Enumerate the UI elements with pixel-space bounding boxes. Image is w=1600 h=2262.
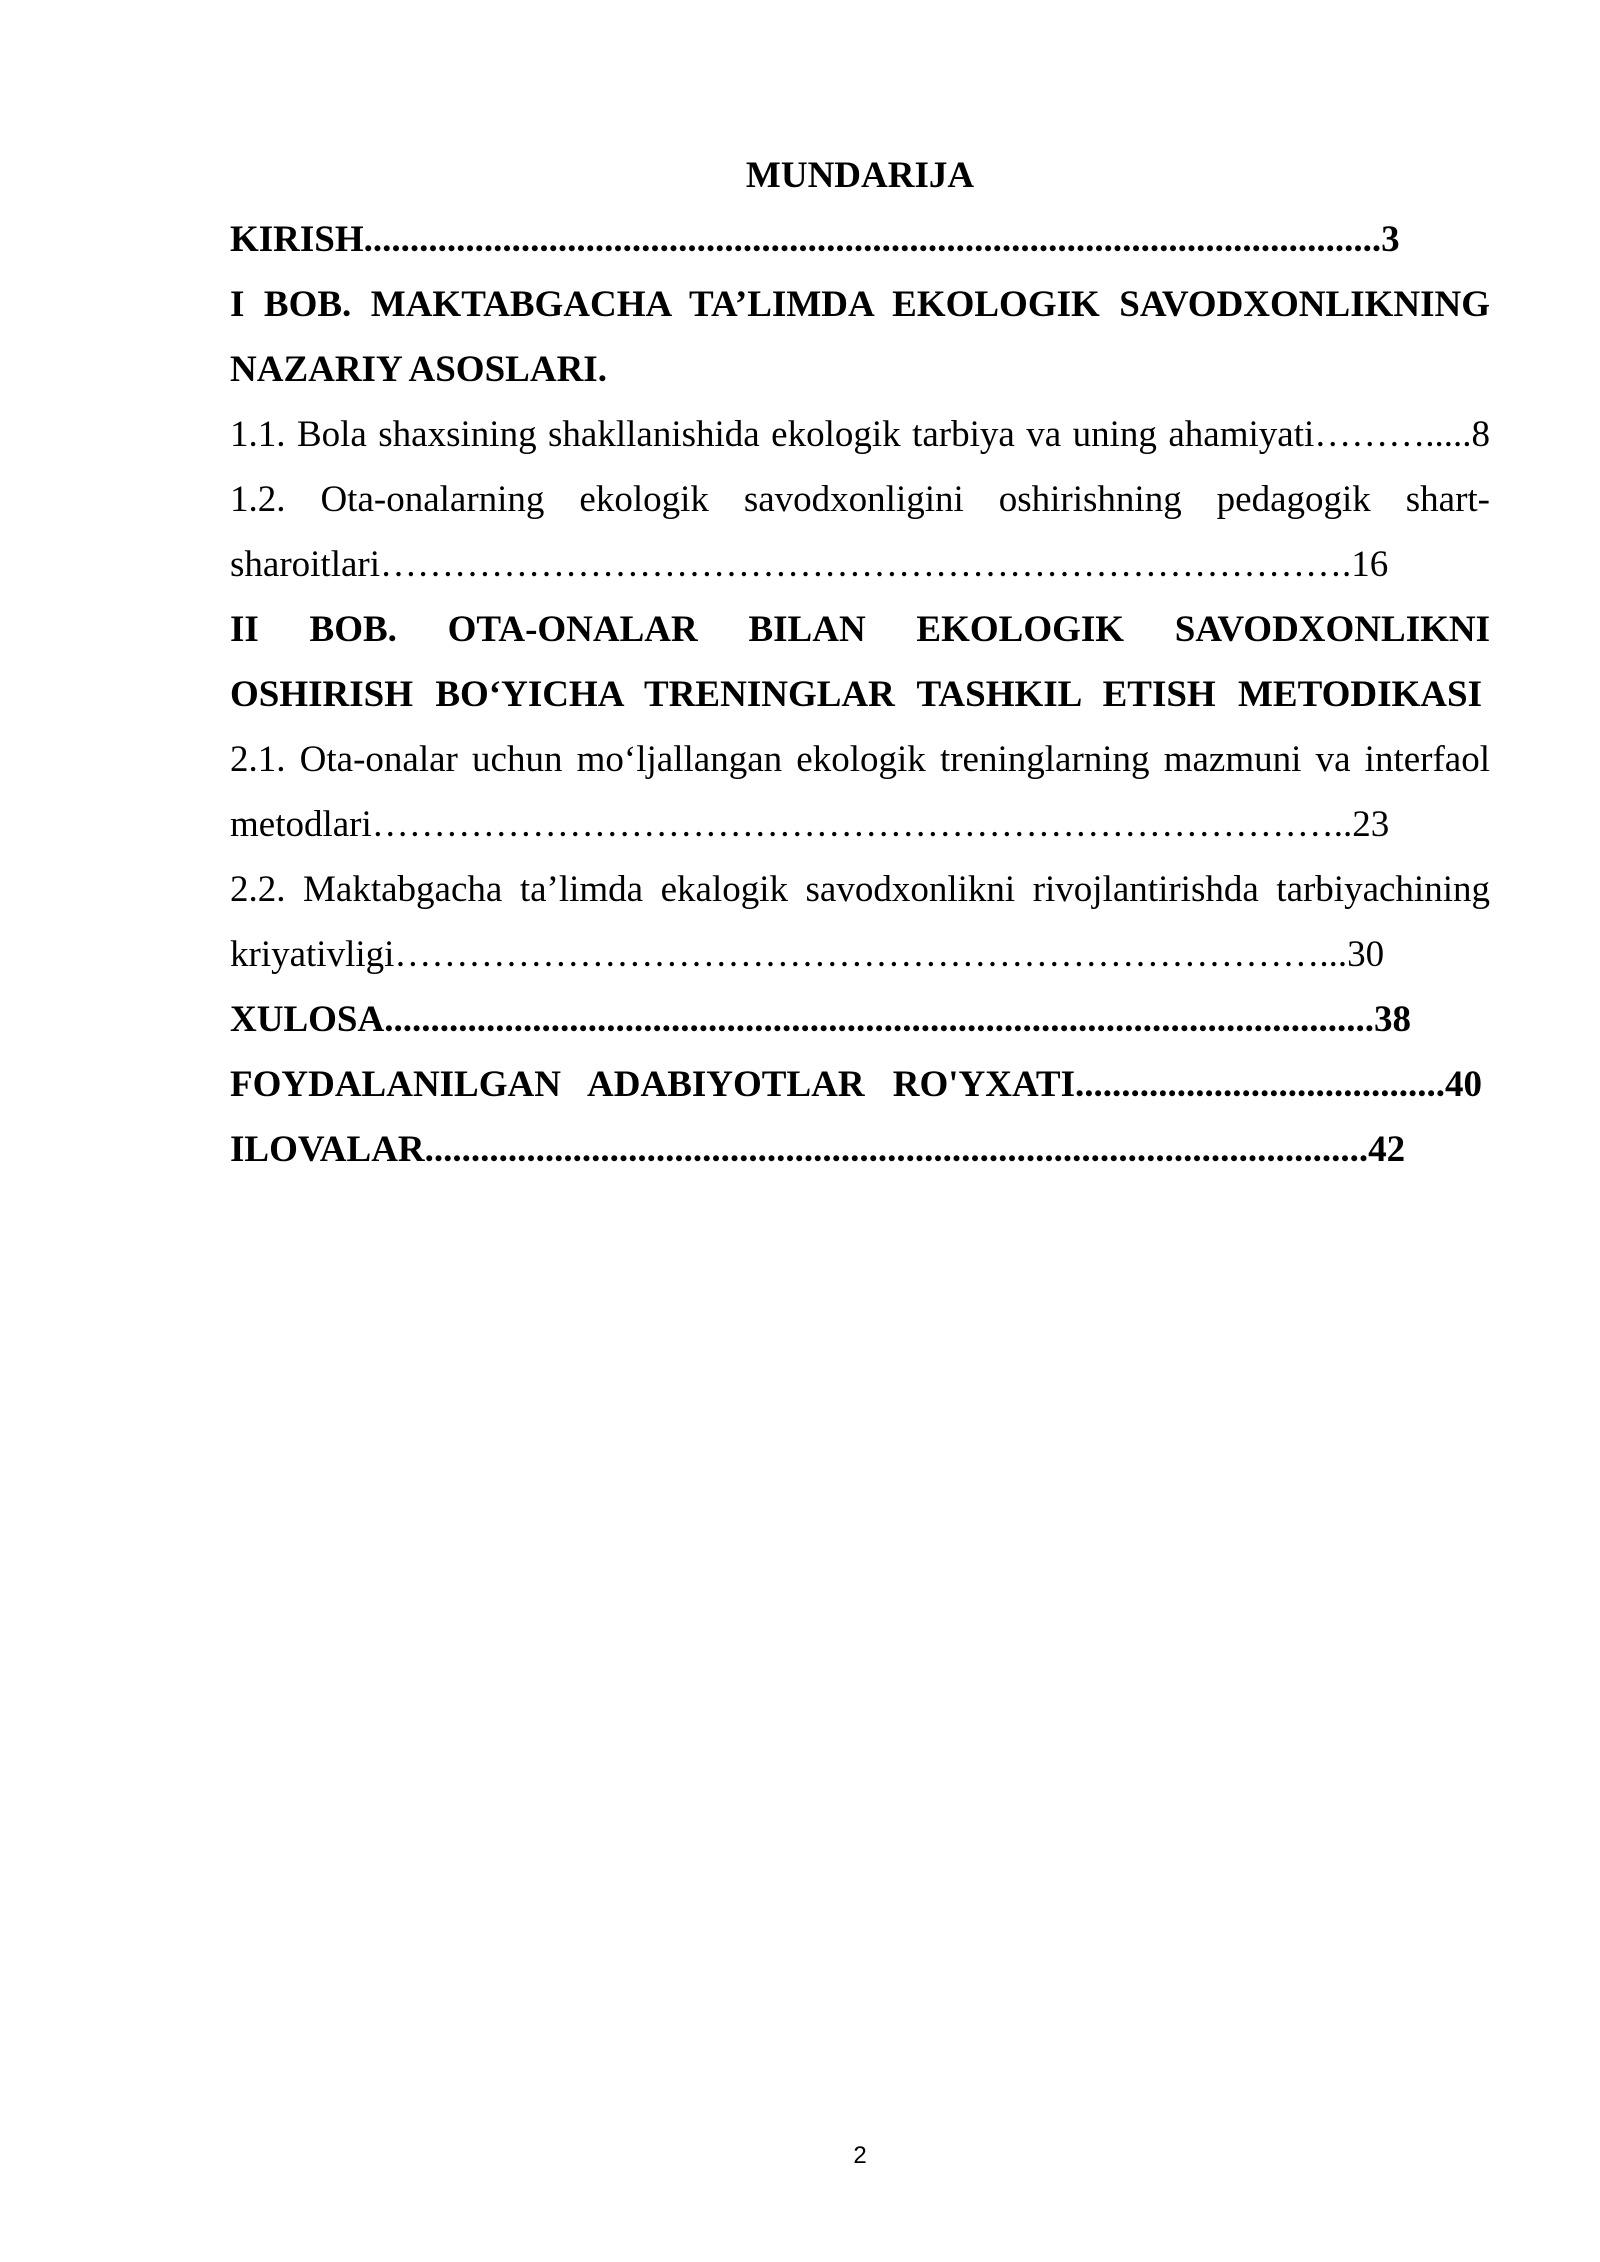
toc-chapter-2-heading: II BOB. OTA-ONALAR BILAN EKOLOGIK SAVODXONLIKNI bbox=[230, 609, 1490, 650]
toc-entry-kirish: KIRISH..............................................................................................................3 bbox=[230, 219, 1400, 260]
toc-entry-2-1: 2.1. Ota-onalar uchun mo‘ljallangan ekologik treninglarning mazmuni va interfaol bbox=[230, 739, 1490, 780]
toc-entry-2-2: 2.2. Maktabgacha ta’limda ekalogik savodxonlikni rivojlantirishda tarbiyachining bbox=[230, 869, 1490, 910]
toc-chapter-2-heading-cont: OSHIRISH BO‘YICHA TRENINGLAR TASHKIL ETISH METODIKASI bbox=[230, 674, 1482, 715]
page-title: MUNDARIJA bbox=[745, 155, 975, 196]
toc-entry-xulosa: XULOSA...........................................................................................................38 bbox=[230, 999, 1411, 1040]
toc-entry-1-1: 1.1. Bola shaxsining shakllanishida ekologik tarbiya va uning ahamiyati……….....8 bbox=[230, 414, 1490, 455]
toc-chapter-1-heading-cont: NAZARIY ASOSLARI. bbox=[230, 349, 607, 390]
toc-entry-ilovalar: ILOVALAR......................................................................................................42 bbox=[230, 1129, 1406, 1170]
toc-entry-1-2-cont: sharoitlari…………………………………………………………………….16 bbox=[230, 544, 1389, 585]
table-of-contents bbox=[230, 214, 1490, 1189]
toc-entry-1-2: 1.2. Ota-onalarning ekologik savodxonligini oshirishning pedagogik shart- bbox=[230, 479, 1490, 520]
toc-entry-2-2-cont: kriyativligi…………………………………………………………………...30 bbox=[230, 934, 1385, 975]
toc-chapter-1-heading: I BOB. MAKTABGACHA TA’LIMDA EKOLOGIK SAVODXONLIKNING bbox=[230, 284, 1490, 325]
toc-entry-2-1-cont: metodlari……………………………………………………………………..23 bbox=[230, 804, 1390, 845]
toc-entry-adabiyotlar: FOYDALANILGAN ADABIYOTLAR RO'YXATI........................................40 bbox=[230, 1064, 1482, 1105]
page-number: 2 bbox=[853, 2142, 867, 2169]
